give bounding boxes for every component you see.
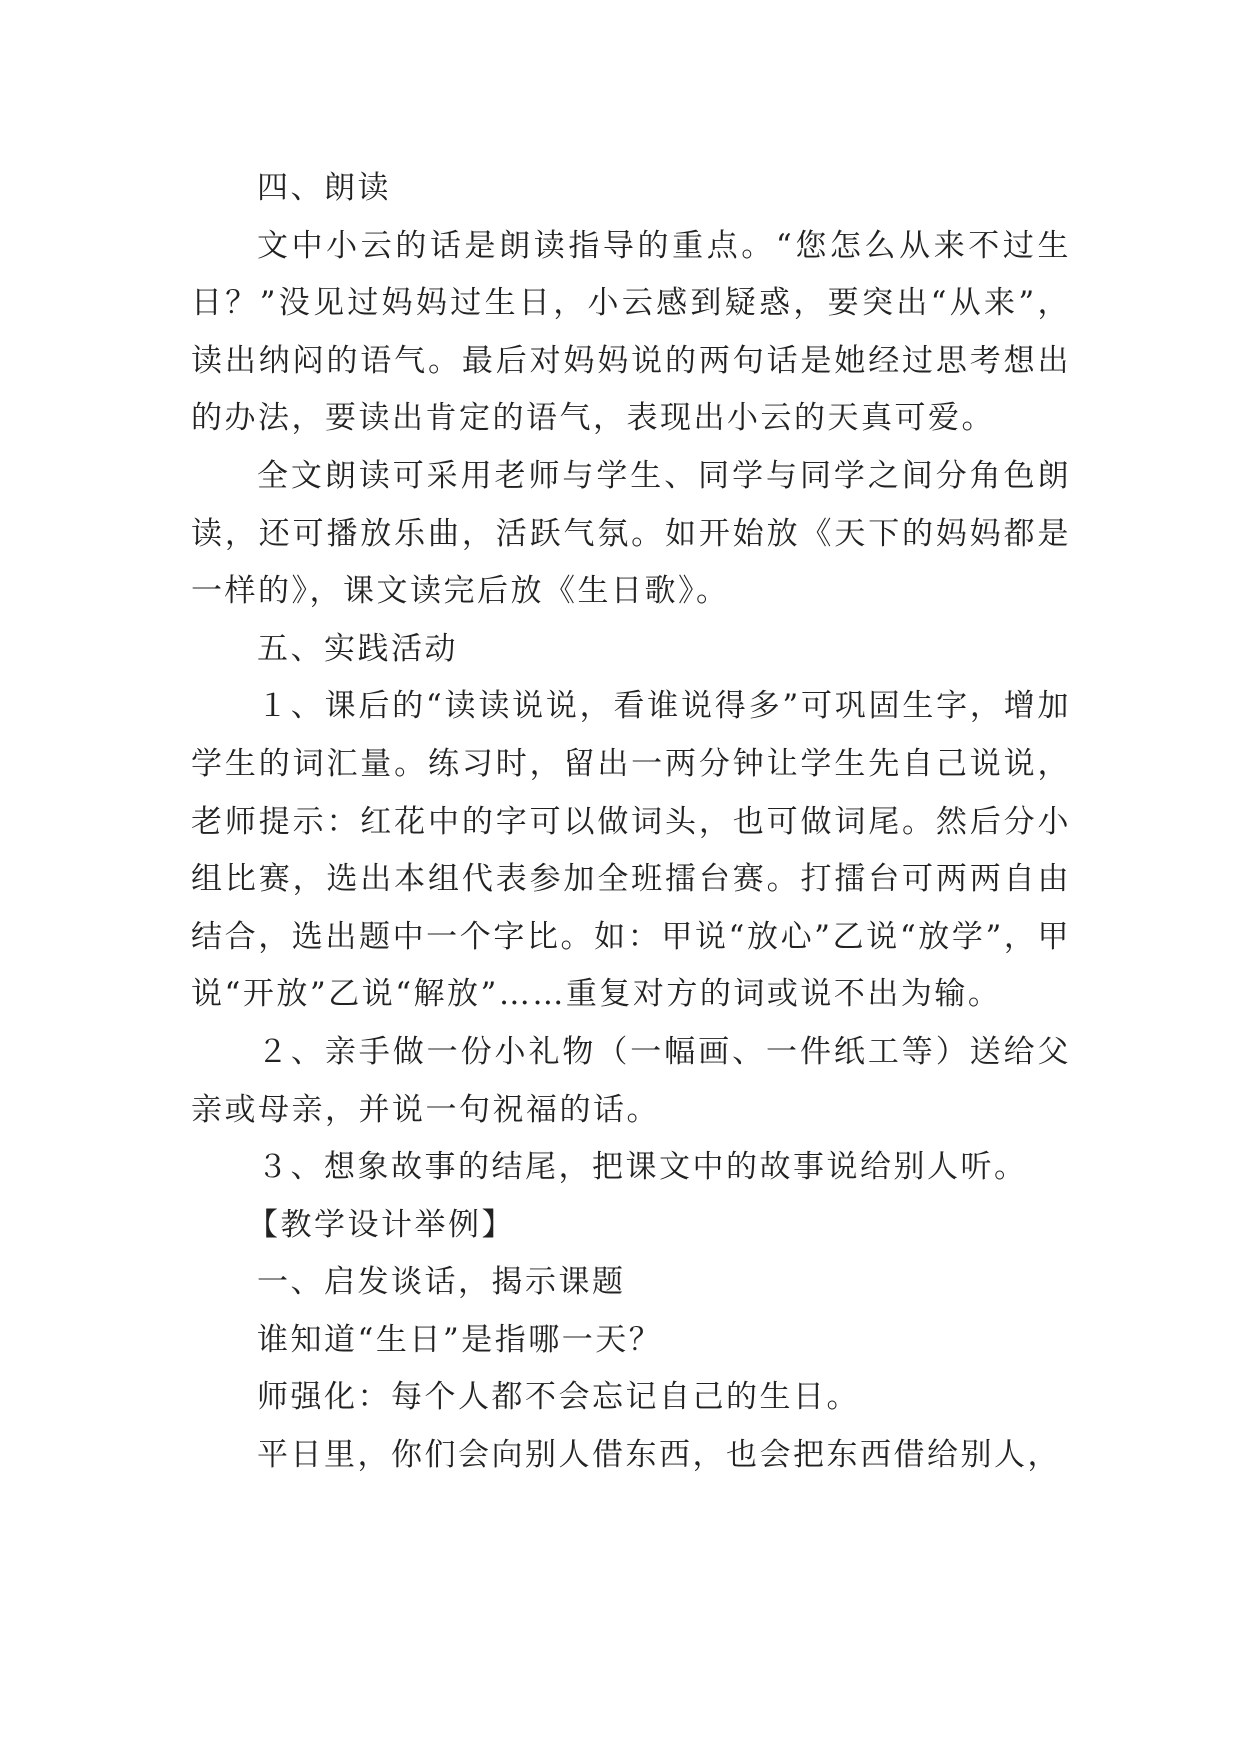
subheading-introduction: 一、启发谈话，揭示课题	[257, 1264, 626, 1301]
paragraph-teacher-emphasis: 师强化：每个人都不会忘记自己的生日。	[257, 1379, 860, 1416]
section-heading-design-example: 【教学设计举例】	[247, 1206, 515, 1243]
paragraph-role-reading: 全文朗读可采用老师与学生、同学与同学之间分角色朗读，还可播放乐曲，活跃气氛。如开始放《天下的妈妈都是一样的》，课文读完后放《生日歌》。	[191, 457, 1071, 610]
paragraph-practice-1: １、课后的“读读说说，看谁说得多”可巩固生字，增加学生的词汇量。练习时，留出一两分钟让学生先自己说说，老师提示：红花中的字可以做词头，也可做词尾。然后分小组比赛，选出本组代表参加全班擂台赛。打擂台可两两自由结合，选出题中一个字比。如：甲说“放心”乙说“放学”，甲说“开放”乙说“解放”……重复对方的词或说不出为输。	[191, 688, 1071, 1013]
paragraph-question-birthday: 谁知道“生日”是指哪一天？	[257, 1321, 663, 1358]
section-heading-practice: 五、实践活动	[257, 630, 458, 667]
paragraph-borrowing: 平日里，你们会向别人借东西，也会把东西借给别人，	[257, 1437, 1061, 1474]
document-body	[191, 160, 1071, 1485]
paragraph-reading-focus: 文中小云的话是朗读指导的重点。“您怎么从来不过生日？”没见过妈妈过生日，小云感到疑惑，要突出“从来”，读出纳闷的语气。最后对妈妈说的两句话是她经过思考想出的办法，要读出肯定的语气，表现出小云的天真可爱。	[191, 227, 1071, 437]
paragraph-practice-3: ３、想象故事的结尾，把课文中的故事说给别人听。	[257, 1149, 1028, 1186]
paragraph-practice-2: ２、亲手做一份小礼物（一幅画、一件纸工等）送给父亲或母亲，并说一句祝福的话。	[191, 1033, 1071, 1128]
section-heading-reading: 四、朗读	[257, 170, 391, 206]
